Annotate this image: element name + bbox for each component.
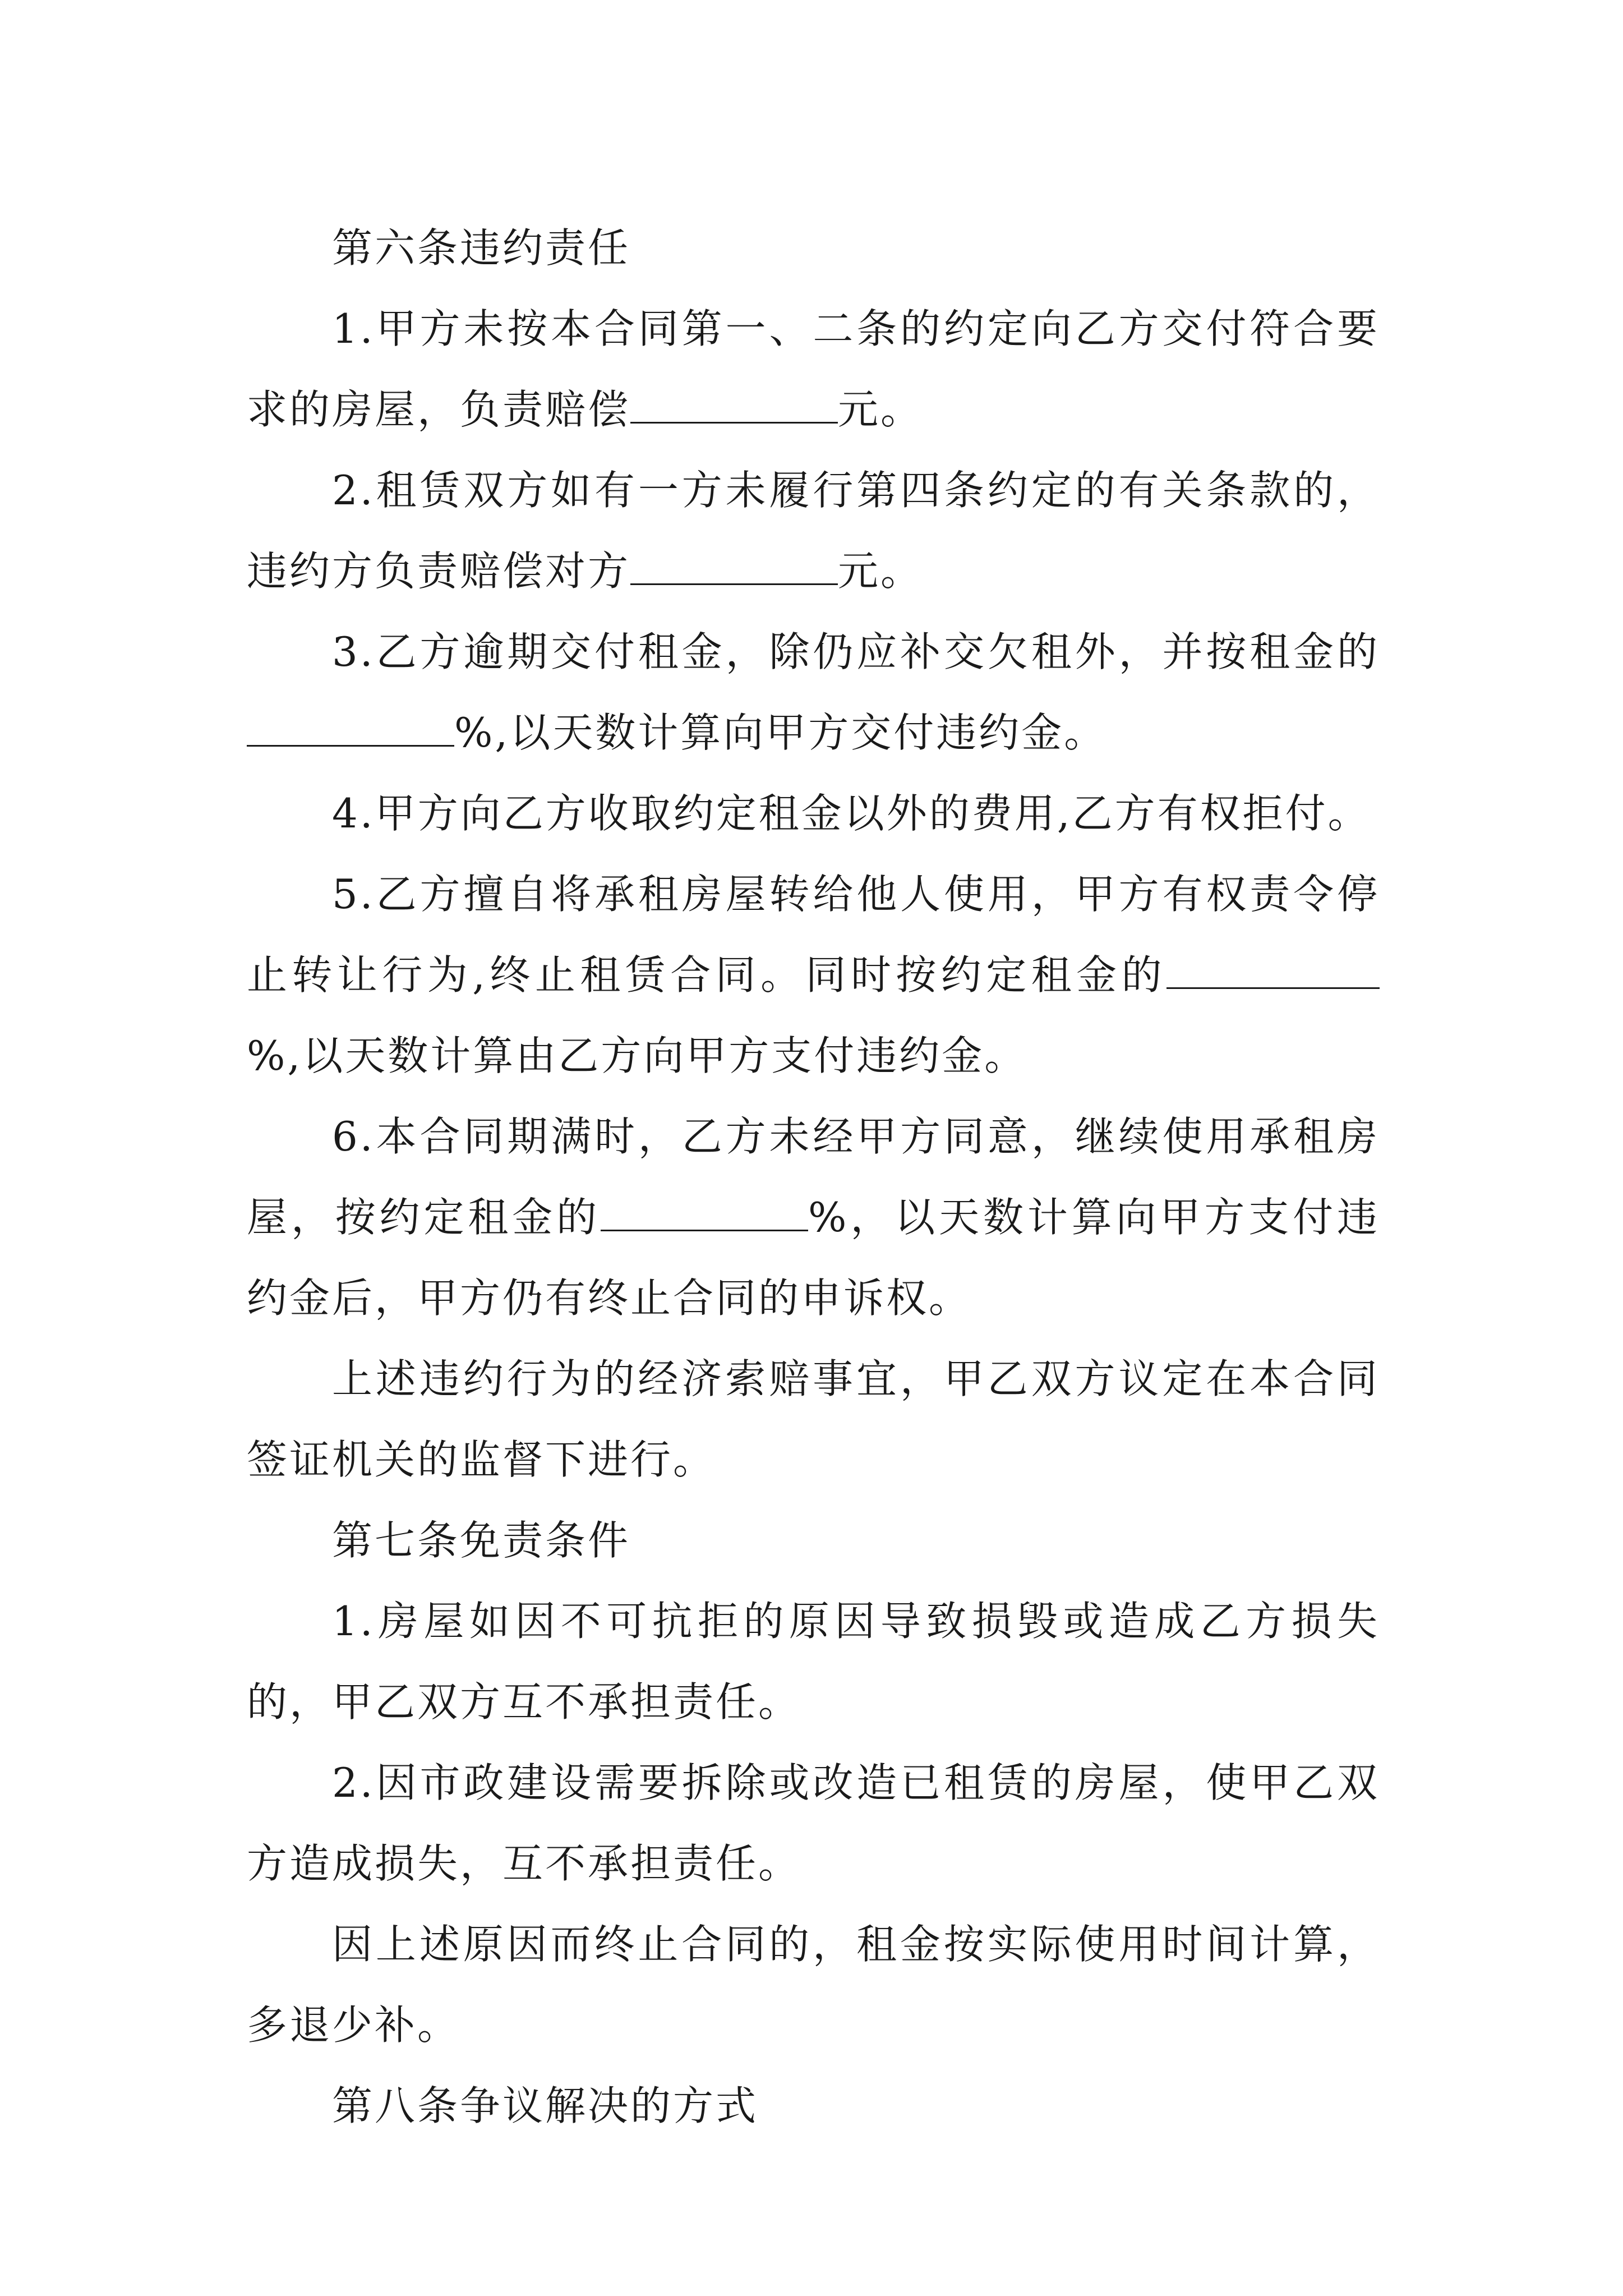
clause-text: 元。 bbox=[838, 547, 924, 595]
clause-text: %，以天数计算向甲方支付违约金后，甲方仍有终止合同的申诉权。 bbox=[247, 1194, 1380, 1322]
clause-text: 1.甲方未按本合同第一、二条的约定向乙方交付符合要求的房屋，负责赔偿 bbox=[247, 305, 1380, 433]
clause-6-1 bbox=[247, 288, 1380, 450]
termination-paragraph: 因上述原因而终止合同的，租金按实际使用时间计算，多退少补。 bbox=[247, 1921, 1380, 2049]
fill-blank bbox=[630, 386, 838, 424]
fill-blank bbox=[247, 709, 454, 747]
fill-blank bbox=[601, 1194, 808, 1231]
clause-6-2 bbox=[247, 450, 1380, 611]
clause-text: %,以天数计算向甲方交付违约金。 bbox=[454, 709, 1107, 756]
fill-blank bbox=[1166, 951, 1380, 989]
clause-6-5 bbox=[247, 854, 1380, 1096]
fill-blank bbox=[630, 547, 838, 585]
clause-6-6 bbox=[247, 1096, 1380, 1338]
clause-text: 5.乙方擅自将承租房屋转给他人使用，甲方有权责令停止转让行为,终止租赁合同。同时按约定租金的 bbox=[247, 871, 1380, 999]
article-6-heading: 第六条违约责任 bbox=[332, 224, 631, 272]
clause-text: 2.租赁双方如有一方未履行第四条约定的有关条款的，违约方负责赔偿对方 bbox=[247, 467, 1380, 595]
clause-7-2: 2.因市政建设需要拆除或改造已租赁的房屋，使甲乙双方造成损失，互不承担责任。 bbox=[247, 1759, 1380, 1887]
contract-page bbox=[247, 208, 1380, 2146]
clause-text: %,以天数计算由乙方向甲方支付违约金。 bbox=[247, 1032, 1027, 1079]
claims-paragraph: 上述违约行为的经济索赔事宜，甲乙双方议定在本合同签证机关的监督下进行。 bbox=[247, 1355, 1380, 1483]
clause-7-1: 1.房屋如因不可抗拒的原因导致损毁或造成乙方损失的，甲乙双方互不承担责任。 bbox=[247, 1598, 1380, 1726]
article-7-heading: 第七条免责条件 bbox=[332, 1517, 631, 1564]
article-8-heading: 第八条争议解决的方式 bbox=[332, 2082, 759, 2129]
clause-text: 元。 bbox=[838, 386, 924, 433]
clause-text: 3.乙方逾期交付租金，除仍应补交欠租外，并按租金的 bbox=[332, 628, 1380, 675]
clause-text: 6.本合同期满时，乙方未经甲方同意，继续使用承租房屋，按约定租金的 bbox=[247, 1113, 1380, 1241]
clause-6-3 bbox=[247, 611, 1380, 773]
clause-6-4: 4.甲方向乙方收取约定租金以外的费用,乙方有权拒付。 bbox=[332, 790, 1371, 837]
